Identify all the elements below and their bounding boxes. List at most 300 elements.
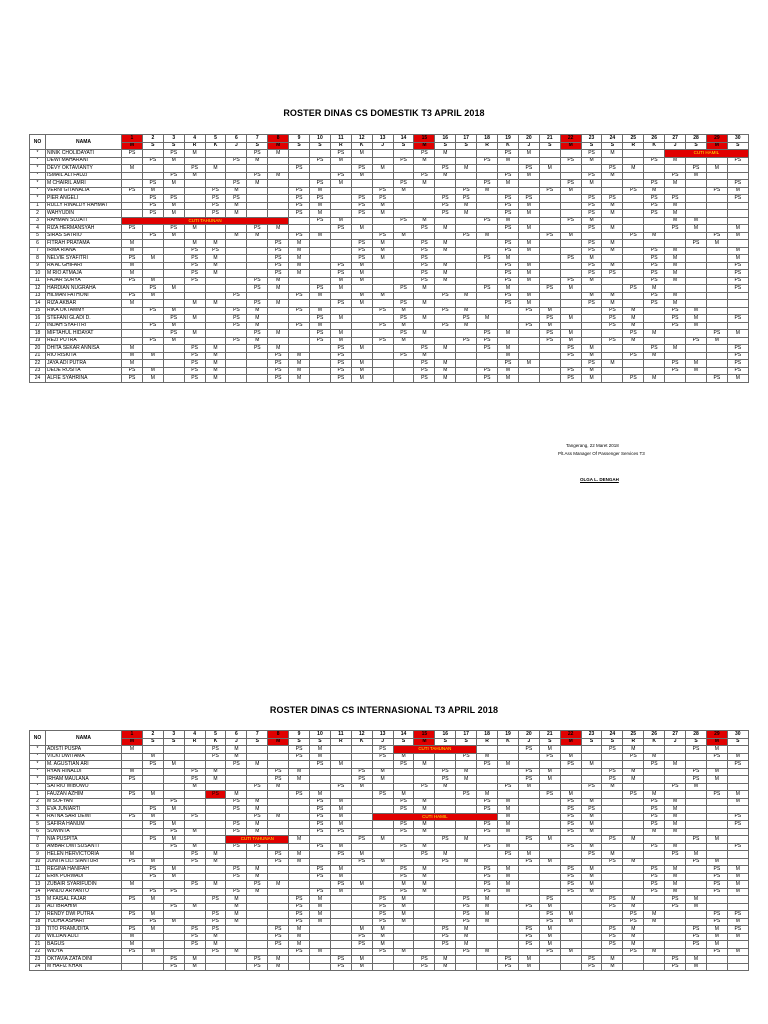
shift-cell [706, 277, 727, 285]
shift-cell: M [414, 798, 435, 806]
shift-cell: M [686, 315, 707, 323]
shift-cell: M [644, 352, 665, 360]
shift-cell: M [289, 240, 310, 248]
shift-cell: PS [268, 776, 289, 784]
shift-cell [122, 285, 143, 293]
shift-cell: PS [435, 292, 456, 300]
shift-cell: PS [518, 776, 539, 784]
shift-cell: M [414, 300, 435, 308]
shift-cell: M [498, 821, 519, 829]
day-number: 19 [498, 731, 519, 739]
shift-cell [581, 791, 602, 799]
shift-cell [163, 292, 184, 300]
shift-cell [727, 956, 748, 964]
shift-cell: PS [205, 896, 226, 904]
shift-cell [268, 896, 289, 904]
shift-cell: M [686, 851, 707, 859]
shift-cell: M [163, 866, 184, 874]
shift-cell: M [205, 360, 226, 368]
shift-cell: PS [581, 360, 602, 368]
shift-cell [268, 165, 289, 173]
shift-cell: PS [142, 180, 163, 188]
shift-cell: PS [456, 337, 477, 345]
staff-name: RIO RISKITA [46, 352, 122, 360]
shift-cell [142, 300, 163, 308]
shift-cell [727, 307, 748, 315]
shift-cell [686, 292, 707, 300]
shift-cell [644, 360, 665, 368]
shift-cell: PS [623, 753, 644, 761]
shift-cell [163, 300, 184, 308]
day-number: 11 [330, 731, 351, 739]
shift-cell: PS [581, 956, 602, 964]
shift-cell [372, 866, 393, 874]
shift-cell [247, 240, 268, 248]
shift-cell [435, 285, 456, 293]
shift-cell: PS [644, 345, 665, 353]
shift-cell: PS [372, 911, 393, 919]
shift-cell [456, 150, 477, 158]
row-number: 1 [30, 791, 46, 799]
shift-cell: PS [184, 367, 205, 375]
shift-cell: PS [142, 210, 163, 218]
row-number: 20 [30, 345, 46, 353]
shift-cell: PS [602, 315, 623, 323]
shift-cell [226, 262, 247, 270]
shift-cell: PS [560, 157, 581, 165]
shift-cell [581, 941, 602, 949]
shift-cell [163, 941, 184, 949]
shift-cell [184, 292, 205, 300]
table-row [30, 941, 749, 949]
shift-cell: M [665, 821, 686, 829]
day-number: 19 [498, 135, 519, 143]
staff-name: DEDE ROSITA [46, 367, 122, 375]
table-row [30, 315, 749, 323]
table-row [30, 232, 749, 240]
shift-cell [727, 768, 748, 776]
shift-cell: M [581, 345, 602, 353]
shift-cell: PS [498, 225, 519, 233]
shift-cell [518, 896, 539, 904]
shift-cell: PS [435, 836, 456, 844]
shift-cell: M [518, 225, 539, 233]
shift-cell: PS [414, 262, 435, 270]
staff-name: AMBAR DWI SUSANTI [46, 843, 122, 851]
shift-cell [686, 798, 707, 806]
staff-name: JAYA ADI PUTRA [46, 360, 122, 368]
shift-cell [665, 933, 686, 941]
shift-cell: PS [163, 798, 184, 806]
shift-cell: PS [226, 873, 247, 881]
shift-cell [623, 888, 644, 896]
table-row [30, 210, 749, 218]
shift-cell [686, 352, 707, 360]
shift-cell: M [372, 292, 393, 300]
shift-cell [435, 255, 456, 263]
shift-cell: PS [665, 903, 686, 911]
row-number: 11 [30, 277, 46, 285]
shift-cell [518, 806, 539, 814]
shift-cell [268, 866, 289, 874]
shift-cell [122, 172, 143, 180]
day-number: 21 [539, 731, 560, 739]
shift-cell [184, 307, 205, 315]
shift-cell: PS [644, 210, 665, 218]
shift-cell [247, 896, 268, 904]
shift-cell [330, 776, 351, 784]
shift-cell [477, 352, 498, 360]
international-roster-table [29, 730, 749, 971]
shift-cell: M [142, 375, 163, 383]
shift-cell [644, 768, 665, 776]
shift-cell [435, 791, 456, 799]
shift-cell: PS [163, 330, 184, 338]
table-row [30, 277, 749, 285]
shift-cell [602, 180, 623, 188]
shift-cell: M [727, 232, 748, 240]
shift-cell: M [226, 746, 247, 754]
shift-cell [435, 843, 456, 851]
shift-cell: PS [310, 828, 331, 836]
shift-cell: PS [727, 911, 748, 919]
weekday-letter: S [539, 142, 560, 150]
shift-cell [518, 828, 539, 836]
shift-cell [686, 888, 707, 896]
shift-cell: PS [686, 240, 707, 248]
shift-cell [581, 911, 602, 919]
shift-cell [706, 217, 727, 225]
shift-cell [268, 232, 289, 240]
weekday-letter: S [456, 142, 477, 150]
shift-cell: M [518, 210, 539, 218]
shift-cell [623, 150, 644, 158]
shift-cell: PS [498, 956, 519, 964]
shift-cell: M [602, 202, 623, 210]
shift-cell: PS [163, 888, 184, 896]
shift-cell [330, 933, 351, 941]
shift-cell: M [518, 247, 539, 255]
shift-cell [539, 873, 560, 881]
shift-cell [727, 941, 748, 949]
shift-cell [310, 172, 331, 180]
shift-cell: PS [560, 843, 581, 851]
shift-cell: M [372, 836, 393, 844]
shift-cell [163, 881, 184, 889]
shift-cell: PS [539, 285, 560, 293]
shift-cell: PS [686, 933, 707, 941]
shift-cell: M [351, 300, 372, 308]
shift-cell [560, 172, 581, 180]
shift-cell [623, 828, 644, 836]
shift-cell: PS [644, 866, 665, 874]
shift-cell: PS [268, 768, 289, 776]
shift-cell: M [435, 963, 456, 971]
shift-cell: PS [727, 285, 748, 293]
shift-cell: M [686, 172, 707, 180]
shift-cell [623, 806, 644, 814]
shift-cell: PS [310, 866, 331, 874]
table-row [30, 285, 749, 293]
shift-cell: M [477, 911, 498, 919]
shift-cell: M [205, 255, 226, 263]
shift-cell: PS [393, 352, 414, 360]
shift-cell: M [560, 315, 581, 323]
shift-cell [727, 202, 748, 210]
shift-cell [686, 180, 707, 188]
shift-cell [142, 851, 163, 859]
shift-cell: PS [205, 926, 226, 934]
shift-cell: M [205, 375, 226, 383]
staff-name: DEWI MAHARANI [46, 157, 122, 165]
shift-cell: PS [142, 873, 163, 881]
shift-cell [289, 873, 310, 881]
shift-cell [310, 165, 331, 173]
shift-cell: M [665, 292, 686, 300]
shift-cell [184, 911, 205, 919]
shift-cell: PS [372, 918, 393, 926]
shift-cell: PS [665, 225, 686, 233]
shift-cell: M [581, 821, 602, 829]
day-number: 17 [456, 731, 477, 739]
shift-cell [205, 813, 226, 821]
shift-cell: M [539, 836, 560, 844]
shift-cell [602, 255, 623, 263]
shift-cell [393, 375, 414, 383]
leave-span: CUTI TAHUNAN [226, 836, 289, 844]
shift-cell [602, 911, 623, 919]
shift-cell: PS [372, 322, 393, 330]
shift-cell [268, 210, 289, 218]
shift-cell: M [498, 843, 519, 851]
shift-cell [163, 345, 184, 353]
shift-cell [706, 903, 727, 911]
shift-cell: PS [122, 791, 143, 799]
shift-cell [727, 963, 748, 971]
shift-cell [122, 157, 143, 165]
shift-cell [539, 210, 560, 218]
shift-cell: PS [226, 322, 247, 330]
shift-cell: PS [393, 873, 414, 881]
shift-cell [122, 180, 143, 188]
shift-cell [518, 888, 539, 896]
shift-cell [686, 262, 707, 270]
shift-cell: M [205, 165, 226, 173]
shift-cell [205, 783, 226, 791]
shift-cell: M [623, 322, 644, 330]
shift-cell: M [310, 918, 331, 926]
shift-cell: M [665, 345, 686, 353]
shift-cell: M [623, 926, 644, 934]
shift-cell: PS [581, 247, 602, 255]
shift-cell: PS [665, 956, 686, 964]
shift-cell: M [414, 330, 435, 338]
shift-cell: M [435, 345, 456, 353]
shift-cell: PS [372, 232, 393, 240]
shift-cell [163, 776, 184, 784]
shift-cell [247, 292, 268, 300]
shift-cell: PS [122, 292, 143, 300]
shift-cell [184, 866, 205, 874]
shift-cell [289, 225, 310, 233]
shift-cell [414, 918, 435, 926]
shift-cell [351, 337, 372, 345]
shift-cell: M [435, 783, 456, 791]
shift-cell [330, 210, 351, 218]
weekday-letter: R [330, 738, 351, 746]
shift-cell: M [539, 746, 560, 754]
shift-cell: PS [498, 783, 519, 791]
staff-name: RULLY RINALDY RAHMAT [46, 202, 122, 210]
shift-cell: PS [142, 337, 163, 345]
shift-cell [602, 888, 623, 896]
shift-cell [205, 172, 226, 180]
shift-cell [665, 337, 686, 345]
shift-cell: M [268, 783, 289, 791]
shift-cell: PS [247, 881, 268, 889]
shift-cell: M [623, 337, 644, 345]
shift-cell [727, 210, 748, 218]
table-row [30, 888, 749, 896]
staff-name: TITO PRAMUDITA [46, 926, 122, 934]
shift-cell [351, 806, 372, 814]
shift-cell: M [581, 255, 602, 263]
shift-cell: M [351, 956, 372, 964]
row-number: 12 [30, 873, 46, 881]
shift-cell: M [330, 285, 351, 293]
shift-cell: M [205, 851, 226, 859]
shift-cell: M [602, 247, 623, 255]
shift-cell: M [686, 225, 707, 233]
shift-cell [163, 768, 184, 776]
shift-cell [581, 768, 602, 776]
shift-cell [518, 180, 539, 188]
shift-cell [644, 172, 665, 180]
shift-cell [477, 926, 498, 934]
shift-cell: M [289, 247, 310, 255]
shift-cell [498, 941, 519, 949]
shift-cell [686, 300, 707, 308]
shift-cell [706, 896, 727, 904]
shift-cell: M [623, 933, 644, 941]
shift-cell: M [518, 783, 539, 791]
shift-cell [163, 948, 184, 956]
shift-cell [163, 753, 184, 761]
shift-cell: M [122, 240, 143, 248]
shift-cell [644, 896, 665, 904]
shift-cell: M [226, 232, 247, 240]
shift-cell: PS [477, 337, 498, 345]
shift-cell [247, 776, 268, 784]
shift-cell: PS [477, 866, 498, 874]
shift-cell [623, 360, 644, 368]
row-number: 6 [30, 828, 46, 836]
shift-cell [539, 821, 560, 829]
shift-cell [686, 270, 707, 278]
shift-cell [518, 157, 539, 165]
shift-cell: PS [727, 926, 748, 934]
shift-cell [351, 821, 372, 829]
shift-cell: M [351, 262, 372, 270]
shift-cell: PS [498, 202, 519, 210]
shift-cell [205, 285, 226, 293]
shift-cell [393, 963, 414, 971]
shift-cell: PS [289, 165, 310, 173]
weekday-letter: R [623, 738, 644, 746]
shift-cell [414, 926, 435, 934]
shift-cell: M [247, 315, 268, 323]
shift-cell: PS [330, 783, 351, 791]
shift-cell [665, 285, 686, 293]
table-row [30, 330, 749, 338]
shift-cell: M [289, 776, 310, 784]
shift-cell [686, 232, 707, 240]
table-row [30, 956, 749, 964]
staff-name: DHITA SEKAR ANNISA [46, 345, 122, 353]
shift-cell [268, 791, 289, 799]
shift-cell [414, 195, 435, 203]
weekday-letter: S [310, 738, 331, 746]
shift-cell: PS [456, 187, 477, 195]
table-row [30, 270, 749, 278]
shift-cell: PS [644, 813, 665, 821]
shift-cell [122, 232, 143, 240]
weekday-letter: R [477, 142, 498, 150]
shift-cell [539, 157, 560, 165]
weekday-letter: K [644, 142, 665, 150]
shift-cell: PS [602, 858, 623, 866]
row-number: * [30, 150, 46, 158]
table-row [30, 926, 749, 934]
shift-cell: M [372, 247, 393, 255]
shift-cell: PS [268, 352, 289, 360]
shift-cell [247, 262, 268, 270]
shift-cell: PS [686, 165, 707, 173]
shift-cell [623, 157, 644, 165]
shift-cell [372, 360, 393, 368]
row-number: 13 [30, 881, 46, 889]
shift-cell [372, 963, 393, 971]
shift-cell: M [602, 240, 623, 248]
shift-cell: M [477, 896, 498, 904]
shift-cell [372, 828, 393, 836]
shift-cell [122, 873, 143, 881]
shift-cell: PS [477, 828, 498, 836]
shift-cell: M [122, 165, 143, 173]
shift-cell: PS [539, 753, 560, 761]
day-number: 15 [414, 731, 435, 739]
shift-cell: M [498, 873, 519, 881]
day-number: 16 [435, 135, 456, 143]
shift-cell [393, 195, 414, 203]
shift-cell [623, 172, 644, 180]
shift-cell: M [498, 375, 519, 383]
shift-cell: M [665, 828, 686, 836]
shift-cell [539, 360, 560, 368]
shift-cell: PS [205, 195, 226, 203]
shift-cell [393, 933, 414, 941]
shift-cell [184, 195, 205, 203]
shift-cell [142, 240, 163, 248]
shift-cell [539, 813, 560, 821]
shift-cell: M [706, 165, 727, 173]
shift-cell [372, 315, 393, 323]
shift-cell: M [268, 277, 289, 285]
shift-cell [435, 896, 456, 904]
shift-cell [330, 941, 351, 949]
weekday-letter: S [456, 738, 477, 746]
shift-cell [372, 851, 393, 859]
